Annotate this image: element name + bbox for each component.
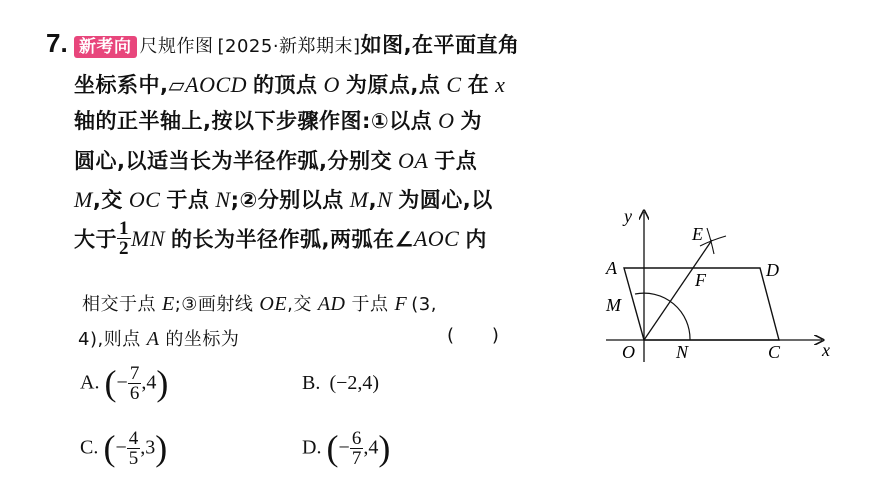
point-M-label: M	[74, 187, 93, 212]
line5-text-a: ,交	[92, 188, 123, 212]
point-M-label-2: M	[349, 187, 369, 212]
point-O-label-2: O	[438, 108, 455, 133]
line8-text-b: 的坐标为	[165, 329, 240, 350]
option-b[interactable]	[302, 372, 379, 395]
label-M: M	[606, 295, 621, 315]
label-y: y	[624, 206, 632, 226]
option-d-den: 7	[351, 447, 362, 469]
angle-AOC-label: AOC	[413, 225, 460, 251]
line5-text-b: 于点	[166, 188, 210, 212]
point-E-label: E	[162, 293, 175, 315]
point-C-label: C	[446, 72, 462, 97]
option-a-num: 7	[129, 362, 140, 384]
segment-MN-label: MN	[131, 225, 165, 251]
option-c-den: 5	[128, 447, 139, 469]
option-c-paren-open: (	[103, 428, 116, 468]
line-4	[74, 145, 477, 175]
option-d-paren-close: )	[378, 428, 391, 468]
line-7	[82, 290, 437, 316]
line-3	[74, 105, 482, 135]
point-N-label-2: N	[377, 187, 393, 212]
option-a-fraction	[128, 364, 142, 403]
line-2	[74, 69, 505, 99]
point-A-label: A	[146, 328, 160, 350]
line7-text-c: ,交	[287, 294, 312, 315]
option-d-letter: D.	[302, 436, 322, 459]
answer-blank[interactable]: ( )	[447, 325, 500, 346]
line4-text-b: 于点	[434, 149, 478, 173]
line6-text-b: 的长为半径作弧,两弧在∠	[171, 227, 414, 252]
option-d[interactable]	[302, 427, 390, 469]
segment-OA-label: OA	[397, 148, 429, 173]
option-a-sign: −	[116, 371, 128, 394]
line2-text-c: 为原点,点	[345, 73, 441, 97]
header-line	[74, 29, 520, 59]
segment-AD-label: AD	[317, 293, 346, 315]
parallelogram-symbol: ▱	[168, 73, 186, 97]
line7-text-a: 相交于点	[82, 294, 156, 315]
label-N: N	[676, 342, 689, 362]
point-N-label: N	[215, 187, 231, 212]
ray-OE-label: OE	[259, 293, 288, 315]
point-O-label: O	[323, 72, 340, 97]
option-d-sign: −	[338, 436, 350, 459]
line6-text-a: 大于	[74, 227, 117, 252]
category-label: 尺规作图	[139, 36, 214, 57]
option-c-tail: ,3	[140, 436, 156, 459]
option-a[interactable]	[80, 362, 168, 404]
option-d-num: 6	[351, 427, 362, 449]
line2-text-e: 在	[467, 73, 490, 97]
line2-text-b: 的顶点	[253, 73, 318, 97]
line7-text-b: ;③画射线	[174, 294, 254, 315]
geometry-figure	[590, 200, 845, 370]
fraction-denominator: 2	[119, 238, 129, 259]
point-F-label: F	[394, 293, 408, 315]
option-a-paren-open: (	[104, 363, 117, 403]
option-a-letter: A.	[80, 371, 100, 394]
half-fraction	[117, 219, 131, 258]
line5-text-d: 为圆心,以	[398, 188, 493, 212]
line3-text: 轴的正半轴上,按以下步骤作图:①以点	[74, 109, 433, 133]
arc-MN	[635, 293, 690, 340]
option-d-fraction	[350, 429, 364, 468]
option-c-fraction	[127, 429, 141, 468]
option-c-paren-close: )	[155, 428, 168, 468]
segment-OC-label: OC	[128, 187, 161, 212]
line2-text-a: 坐标系中,	[74, 73, 169, 97]
shape-name: AOCD	[185, 72, 248, 97]
option-b-text: (−2,4)	[329, 372, 380, 394]
fraction-numerator: 1	[119, 218, 129, 239]
new-direction-tag: 新考向	[74, 36, 137, 58]
option-d-paren-open: (	[326, 428, 339, 468]
option-d-tail: ,4	[363, 436, 379, 459]
ray-OE	[644, 240, 712, 340]
option-a-tail: ,4	[141, 371, 157, 394]
question-number: 7.	[46, 28, 68, 58]
option-a-paren-close: )	[156, 363, 169, 403]
option-c-num: 4	[128, 427, 139, 449]
label-O: O	[622, 342, 635, 362]
line4-text-a: 圆心,以适当长为半径作弧,分别交	[74, 149, 392, 173]
label-C: C	[768, 342, 781, 362]
option-b-letter: B.	[302, 372, 321, 394]
line-5	[74, 184, 493, 214]
arc-from-N	[707, 228, 714, 254]
option-a-den: 6	[129, 382, 140, 404]
line3-end: 为	[460, 109, 483, 133]
label-F: F	[695, 270, 706, 290]
source-label: [2025·新郑期末]	[217, 36, 361, 57]
line-8	[78, 325, 239, 351]
label-E: E	[692, 224, 703, 244]
comma: ,	[368, 188, 378, 212]
line1-text: 如图,在平面直角	[360, 33, 520, 57]
line7-coords: (3,	[411, 294, 437, 315]
line-6	[74, 219, 487, 258]
line8-text-a: 4),则点	[78, 329, 141, 350]
label-x: x	[822, 340, 830, 360]
option-c[interactable]	[80, 427, 167, 469]
line7-text-d: 于点	[351, 294, 389, 315]
line5-text-c: ;②分别以点	[230, 188, 344, 212]
line6-text-c: 内	[465, 227, 487, 252]
option-c-letter: C.	[80, 436, 99, 459]
option-c-sign: −	[115, 436, 127, 459]
x-label: x	[495, 72, 506, 97]
arc-from-M	[700, 236, 726, 246]
label-D: D	[766, 260, 779, 280]
label-A: A	[606, 258, 617, 278]
